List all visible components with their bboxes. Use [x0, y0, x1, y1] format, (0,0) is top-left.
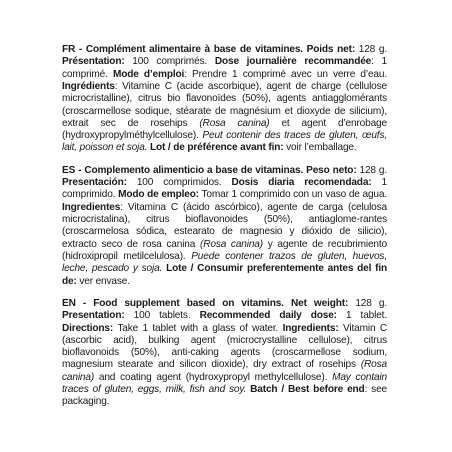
text-run: 1 comprimido. [62, 177, 387, 201]
label-section-en [62, 298, 387, 409]
text-run: 100 comprimidos. [126, 177, 232, 189]
text-run: 128 g. [355, 44, 387, 56]
text-run: ver envase. [76, 275, 130, 287]
bold-heading-run: EN - Food supplement based on vitamins. Net weight: [62, 297, 349, 309]
italic-text-run: Puede contener trazos de gluten, huevos, leche, pescado y soja. [62, 250, 387, 275]
italic-text-run: (Rosa canina) [62, 359, 387, 383]
bold-heading-run: Dose journalière recommandée [214, 56, 372, 68]
text-run: and coating agent (hydroxypropyl methylcellulose). [94, 371, 333, 383]
italic-text-run: May contain traces of gluten, eggs, milk, fish and soy. [62, 371, 387, 395]
text-run: : Vitamina C (ácido ascórbico), agente de carga (celulosa microcristalina), citrus bioflavonoides (50%), antiaglome-rantes (croscarmelosa sódica, estearato de magnesio y dióxido de silicio), extracto seco de rosa canina [62, 201, 387, 250]
text-run: : see packaging. [62, 384, 388, 408]
text-run: Tomar 1 comprimido con un vaso de agua. [198, 189, 387, 201]
text-run: : Vitamine C (acide ascorbique), agent de charge (cellulose microcristalline), citrus bio flavonoïdes (50%), agents antiagglomérants (croscarmellose sodique, stéarate de magnésium et dioxyde de silicium), extrait sec de rosehips [62, 80, 387, 129]
text-run: y agente de recubrimiento (hidroxipropil metilcelulosa). [62, 238, 387, 262]
text-run: 100 comprimés. [124, 56, 215, 68]
bold-heading-run: Ingredients: [282, 322, 339, 334]
bold-heading-run: Modo de empleo: [118, 189, 199, 201]
bold-heading-run: Presentación: [62, 177, 127, 189]
text-run: : Prendre 1 comprimé avec un verre d’eau. [184, 68, 387, 80]
bold-heading-run: Mode d’emploi [112, 68, 185, 80]
bold-heading-run: Ingrédients [62, 80, 115, 92]
italic-text-run: (Rosa canina) [199, 117, 270, 129]
bold-heading-run: Presentation: [62, 310, 125, 322]
text-run: Take 1 tablet with a glass of water. [113, 322, 283, 334]
bold-heading-run: FR - Complément alimentaire à base de vitamines. Poids net: [62, 44, 356, 56]
bold-heading-run: Batch / Best before end [250, 384, 365, 395]
text-run: : 1 comprimé. [62, 56, 387, 80]
product-label-text [62, 34, 387, 419]
bold-heading-run: Dosis diaria recomendada: [231, 177, 372, 189]
bold-heading-run: Présentation: [62, 56, 125, 68]
text-run: 100 tablets. [124, 310, 200, 322]
italic-text-run: Peut contenir des traces de gluten, œufs, lait, poisson et soja. [62, 130, 387, 154]
italic-text-run: (Rosa canina) [200, 238, 263, 250]
bold-heading-run: Recommended daily dose: [199, 310, 337, 322]
label-section-fr [62, 44, 387, 155]
text-run: 1 tablet. [336, 310, 387, 322]
label-section-es [62, 165, 387, 288]
text-run: voir l’emballage. [283, 142, 357, 154]
text-run: 128 g. [348, 297, 387, 309]
bold-heading-run: Ingredientes [62, 201, 121, 213]
bold-heading-run: Directions: [62, 322, 114, 334]
bold-heading-run: Lote / Consumir preferentemente antes del fin de: [62, 263, 388, 287]
text-run: et agent d’enrobage (hydroxypropylméthylcellulose). [62, 117, 387, 142]
bold-heading-run: Lot / de préférence avant fin: [150, 142, 284, 154]
bold-heading-run: ES - Complemento alimenticio a base de vitaminas. Peso neto: [62, 164, 357, 176]
text-run: Vitamin C (ascorbic acid), bulking agent (microcrystalline cellulose), citrus bioflavonoids (50%), anti-caking agents (croscarmellose sodium, magnesium stearate and silicon dioxide), dry extract of rosehips [62, 322, 388, 371]
text-run: 128 g. [356, 164, 387, 176]
